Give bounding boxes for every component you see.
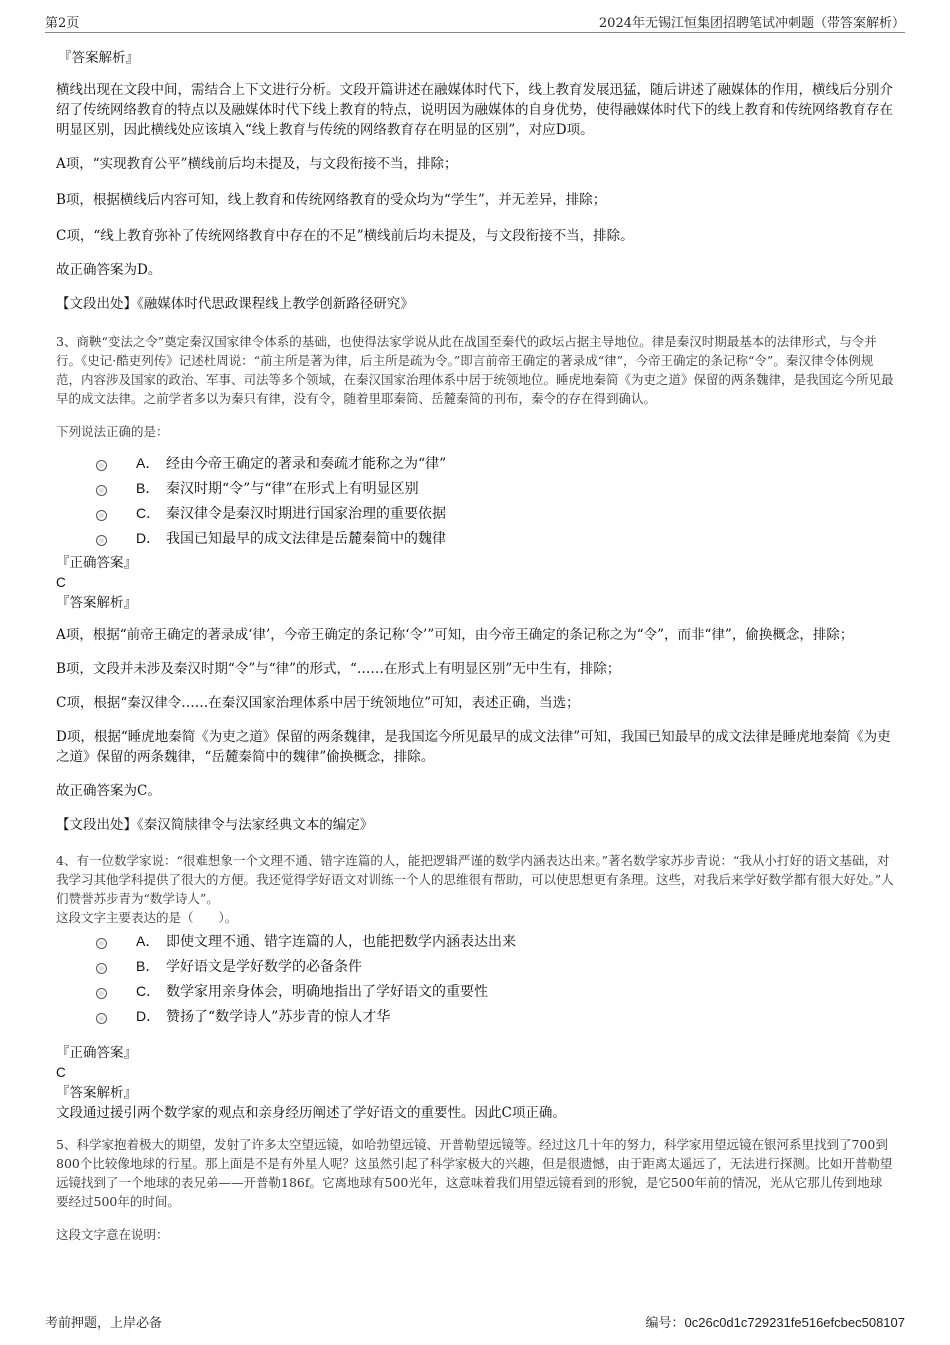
q3-source: 【文段出处】《秦汉简牍律令与法家经典文本的编定》 [56,817,374,833]
q3-answer: C [56,575,66,590]
q3-option-b[interactable]: B． 秦汉时期“令”与“律”在形式上有明显区别 [96,478,894,503]
document-title: 2024年无锡江恒集团招聘笔试冲刺题（带答案解析） [598,16,905,31]
radio-icon[interactable] [96,535,107,546]
q3-option-d[interactable]: D． 我国已知最早的成文法律是岳麓秦简中的魏律 [96,528,894,553]
page-number: 第2页 [45,16,80,31]
q3-answer-label: 『正确答案』 [56,555,137,571]
q4-options [56,931,894,1031]
q3-option-a-analysis: A项，根据“前帝王确定的著录成‘律’，今帝王确定的条记称‘令’”可知，由今帝王确定的条记称之为“令”，而非“律”，偷换概念，排除； [56,627,854,643]
q4-question: 这段文字主要表达的是（ ）。 [56,910,238,925]
radio-icon[interactable] [96,988,107,999]
q3-option-a[interactable]: A． 经由今帝王确定的著录和奏疏才能称之为“律” [96,453,894,478]
q3-question: 下列说法正确的是： [56,424,169,439]
code-label: 编号： [645,1316,685,1331]
q3-option-c[interactable]: C． 秦汉律令是秦汉时期进行国家治理的重要依据 [96,503,894,528]
q4-option-c[interactable]: C． 数学家用亲身体会，明确地指出了学好语文的重要性 [96,981,894,1006]
q4-stem: 4、有一位数学家说：“很难想象一个文理不通、错字连篇的人，能把逻辑严谨的数学内涵表达出来。”著名数学家苏步青说：“我从小打好的语文基础，对我学习其他学科提供了很大的方便。我还觉得学好语文对训练一个人的思维很有帮助，可以使思想更有条理。这些，对我后来学好数学都有很大好处。”人们赞誉苏步青为“数学诗人”。 [56,853,894,906]
radio-icon[interactable] [96,1013,107,1024]
q5-stem: 5、科学家抱着极大的期望，发射了许多太空望远镜，如哈勃望远镜、开普勒望远镜等。经过这几十年的努力，科学家用望远镜在银河系里找到了700到800个比较像地球的行星。那上面是不是有外星人呢？这虽然引起了科学家极大的兴趣，但是很遗憾，由于距离太遥远了，无法进行探测。比如开普勒望远镜找到了一个地球的表兄弟——开普勒186f。它离地球有500光年，这意味着我们用望远镜看到的形貌，是它500年前的情况，光从它那儿传到地球要经过500年的时间。 [56,1137,893,1209]
document-code [646,1312,906,1331]
q3-option-d-analysis: D项，根据“睡虎地秦简《为吏之道》保留的两条魏律，是我国迄今所见最早的成文法律”可知，我国已知最早的成文法律是睡虎地秦简《为吏之道》保留的两条魏律，“岳麓秦简中的魏律”偷换概念，排除。 [56,729,891,765]
q3-option-c-analysis: C项，根据“秦汉律令……在秦汉国家治理体系中居于统领地位”可知，表述正确，当选； [56,695,580,711]
footer-slogan: 考前押题，上岸必备 [45,1316,163,1331]
page-footer [45,1312,905,1332]
page-header [45,12,905,33]
q2-option-a-analysis: A项，“实现教育公平”横线前后均未提及，与文段衔接不当，排除； [56,156,458,172]
q2-source: 【文段出处】《融媒体时代思政课程线上教学创新路径研究》 [56,296,414,312]
q4-answer-label: 『正确答案』 [56,1045,137,1061]
q3-option-b-analysis: B项，文段并未涉及秦汉时期“令”与“律”的形式，“……在形式上有明显区别”无中生有，排除； [56,661,621,677]
q4-option-b[interactable]: B． 学好语文是学好数学的必备条件 [96,956,894,981]
q4-analysis-label: 『答案解析』 [56,1085,137,1101]
radio-icon[interactable] [96,510,107,521]
code-value: 0c26c0d1c729231fe516efcbec508107 [684,1315,905,1330]
q4-option-d[interactable]: D． 赞扬了“数学诗人”苏步青的惊人才华 [96,1006,894,1031]
radio-icon[interactable] [96,938,107,949]
q5-question: 这段文字意在说明： [56,1227,169,1242]
q3-conclusion: 故正确答案为C。 [56,783,161,799]
q2-option-c-analysis: C项，“线上教育弥补了传统网络教育中存在的不足”横线前后均未提及，与文段衔接不当，排除。 [56,228,634,244]
q3-analysis-label: 『答案解析』 [56,595,137,611]
q4-analysis: 文段通过援引两个数学家的观点和亲身经历阐述了学好语文的重要性。因此C项正确。 [56,1105,566,1121]
q4-option-a[interactable]: A． 即使文理不通、错字连篇的人，也能把数学内涵表达出来 [96,931,894,956]
document-body [56,48,894,1244]
q3-options [56,453,894,553]
q2-option-b-analysis: B项，根据横线后内容可知，线上教育和传统网络教育的受众均为“学生”，并无差异，排除； [56,192,607,208]
radio-icon[interactable] [96,485,107,496]
q4-answer: C [56,1065,66,1080]
q2-conclusion: 故正确答案为D。 [56,262,162,278]
q2-analysis-label: 『答案解析』 [58,50,139,66]
radio-icon[interactable] [96,963,107,974]
q2-analysis: 横线出现在文段中间，需结合上下文进行分析。文段开篇讲述在融媒体时代下，线上教育发展迅猛，随后讲述了融媒体的作用，横线后分别介绍了传统网络教育的特点以及融媒体时代下线上教育的特点，说明因为融媒体的自身优势，使得融媒体时代下的线上教育和传统网络教育存在明显区别，因此横线处应该填入“线上教育与传统的网络教育存在明显的区别”，对应D项。 [56,82,893,138]
radio-icon[interactable] [96,460,107,471]
q3-stem: 3、商鞅“变法之令”奠定秦汉国家律令体系的基础，也使得法家学说从此在战国至秦代的政坛占据主导地位。律是秦汉时期最基本的法律形式，与令并行。《史记·酷吏列传》记述杜周说：“前主所是著为律，后主所是疏为令。”即言前帝王确定的著录成“律”，今帝王确定的条记称“令”。秦汉律令体例规范，内容涉及国家的政治、军事、司法等多个领域，在秦汉国家治理体系中居于统领地位。睡虎地秦简《为吏之道》保留的两条魏律，是我国迄今所见最早的成文法律。之前学者多以为秦只有律，没有令，随着里耶秦简、岳麓秦简的刊布，秦令的存在得到确认。 [56,334,894,406]
